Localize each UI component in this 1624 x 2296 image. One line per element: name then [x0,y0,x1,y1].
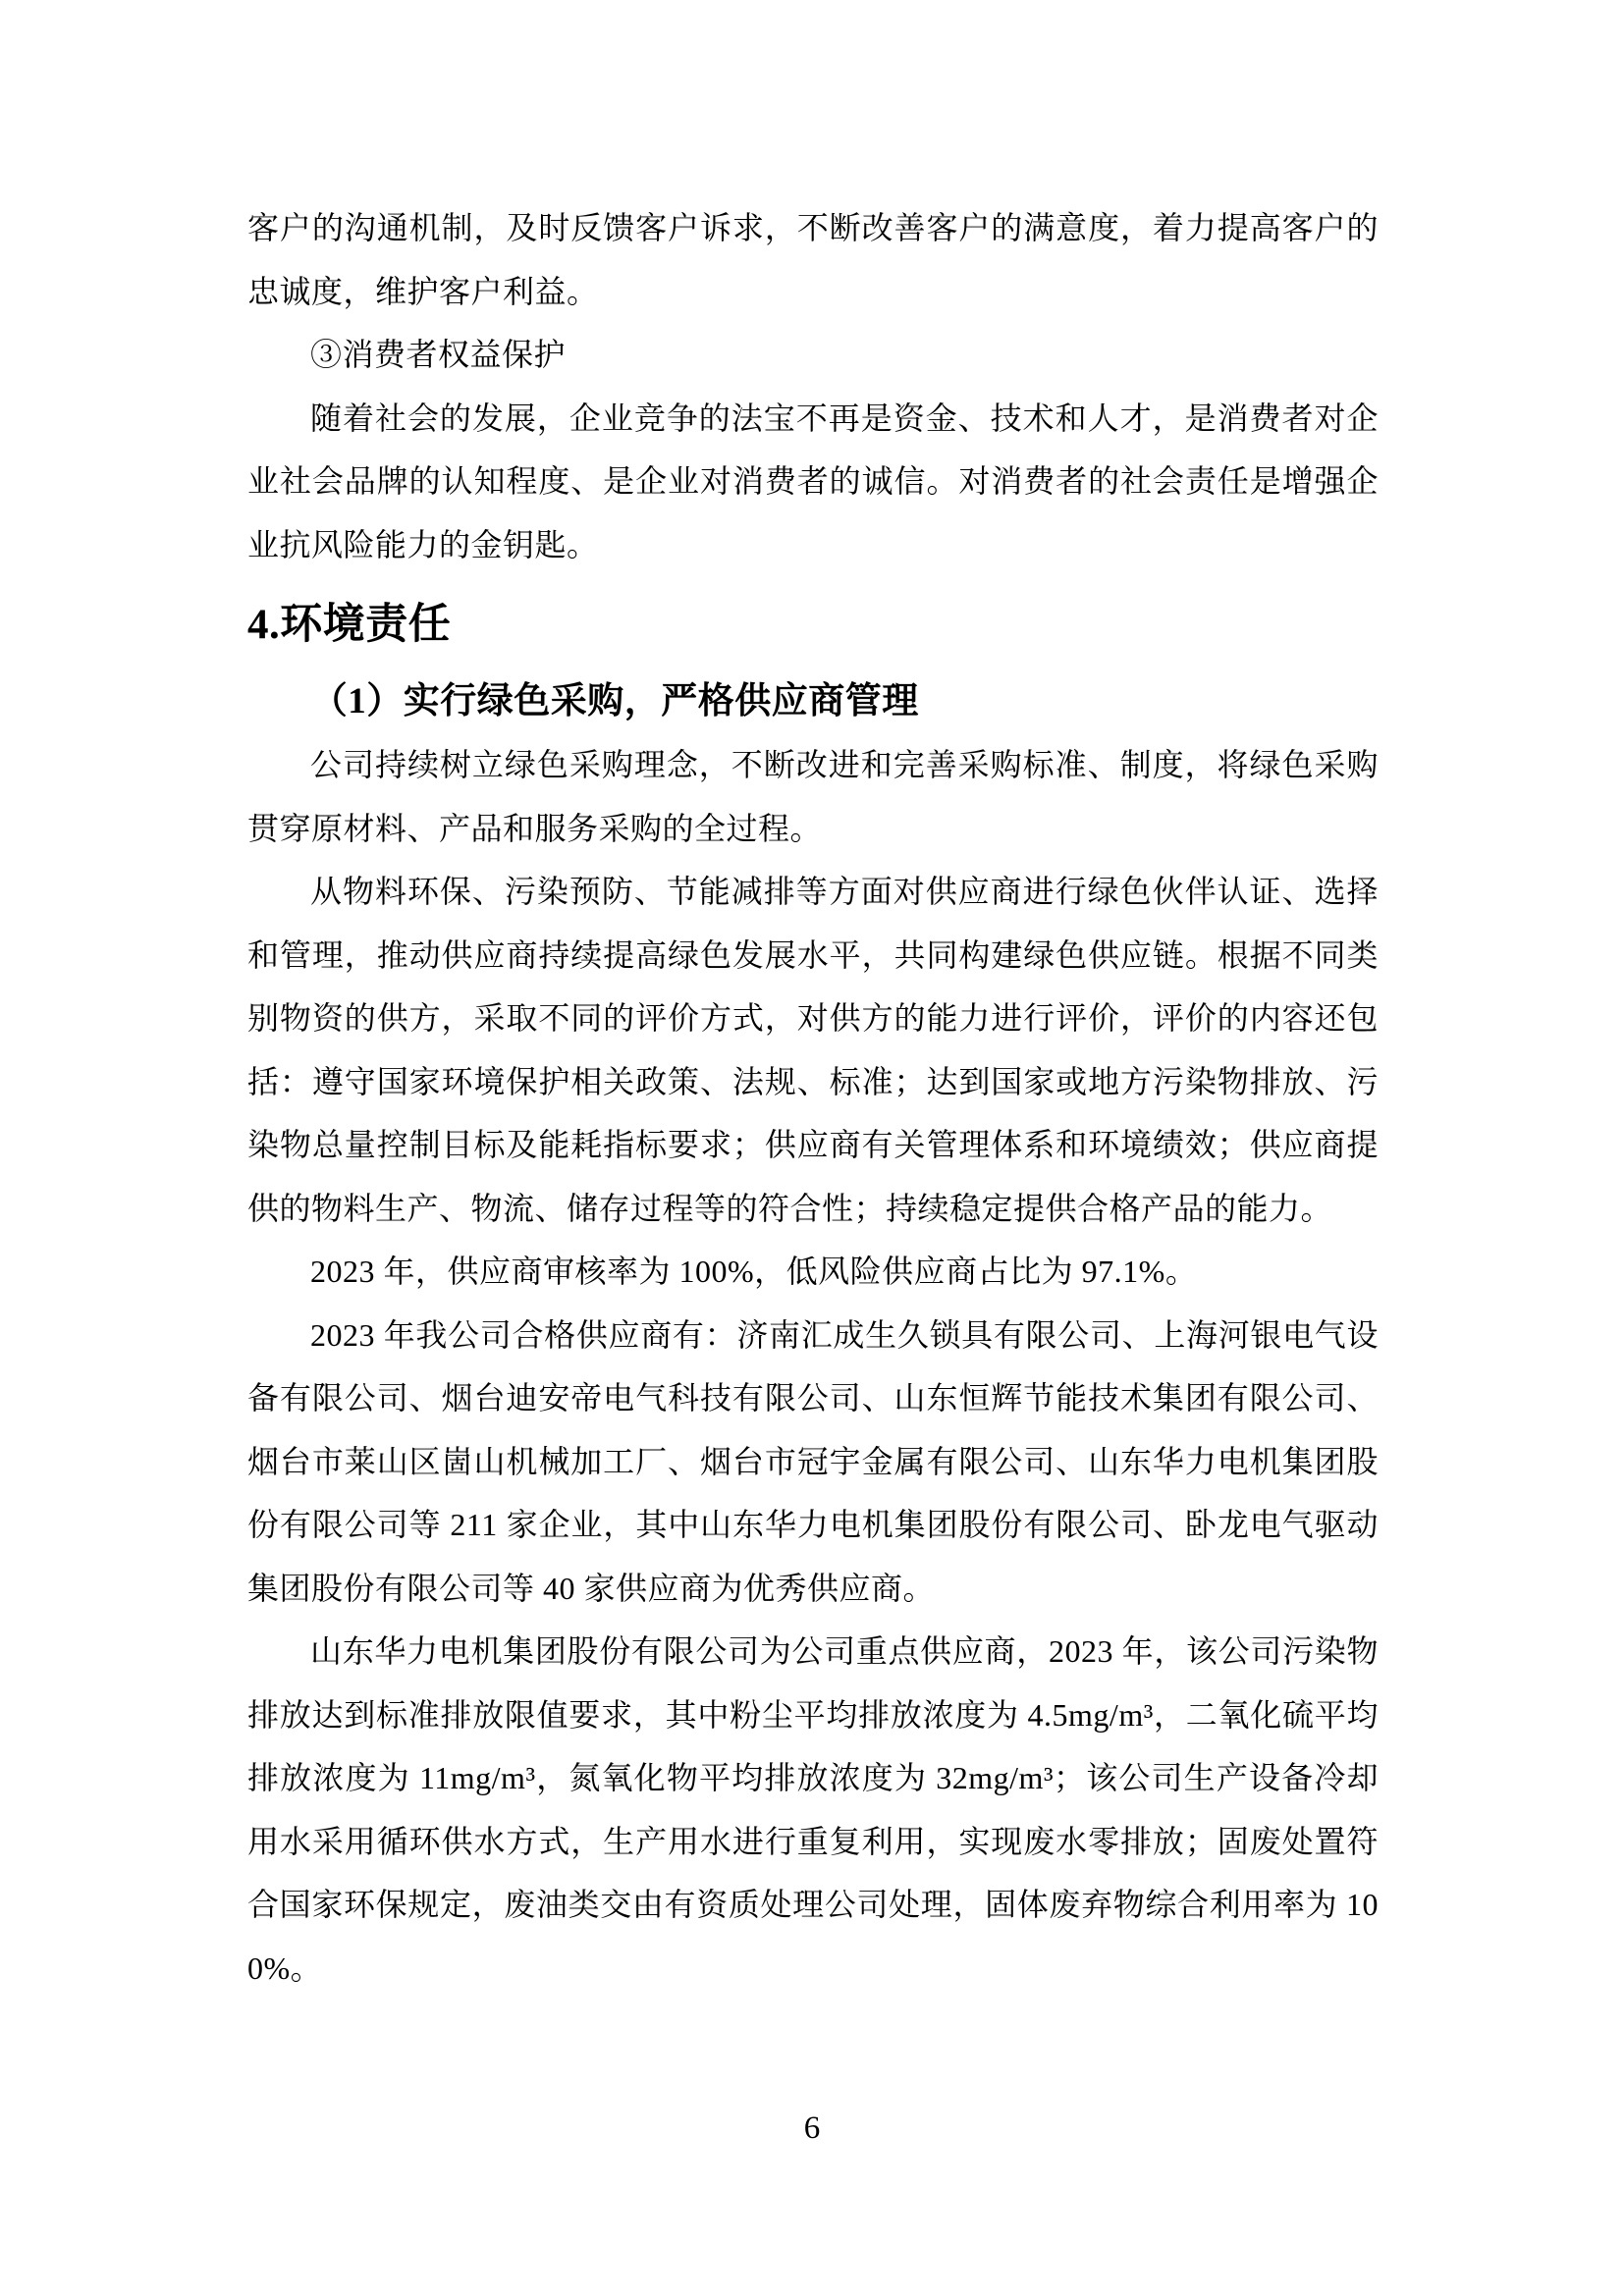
paragraph-green-procurement-concept: 公司持续树立绿色采购理念，不断改进和完善采购标准、制度，将绿色采购贯穿原材料、产品和服务采购的全过程。 [247,747,1379,846]
page-number: 6 [803,2110,821,2146]
paragraph-audit-rate: 2023 年，供应商审核率为 100%，低风险供应商占比为 97.1%。 [310,1254,1198,1289]
page-footer [0,2109,1624,2148]
document-body [247,196,1379,2000]
paragraph-supplier-evaluation: 从物料环保、污染预防、节能减排等方面对供应商进行绿色伙伴认证、选择和管理，推动供应商持续提高绿色发展水平，共同构建绿色供应链。根据不同类别物资的供方，采取不同的评价方式，对供方的能力进行评价，评价的内容还包括：遵守国家环境保护相关政策、法规、标准；达到国家或地方污染物排放、污染物总量控制目标及能耗指标要求；供应商有关管理体系和环境绩效；供应商提供的物料生产、物流、储存过程等的符合性；持续稳定提供合格产品的能力。 [247,874,1379,1226]
paragraph-qualified-suppliers: 2023 年我公司合格供应商有：济南汇成生久锁具有限公司、上海河银电气设备有限公司、烟台迪安帝电气科技有限公司、山东恒辉节能技术集团有限公司、烟台市莱山区崮山机械加工厂、烟台市冠宇金属有限公司、山东华力电机集团股份有限公司等 211 家企业，其中山东华力电机集团股份有限公司、卧龙电气驱动集团股份有限公司等 40 家供应商为优秀供应商。 [247,1316,1379,1606]
paragraph-key-supplier-emissions: 山东华力电机集团股份有限公司为公司重点供应商，2023 年，该公司污染物排放达到标准排放限值要求，其中粉尘平均排放浓度为 4.5mg/m³，二氧化硫平均排放浓度为 11mg/m³，氮氧化物平均排放浓度为 32mg/m³；该公司生产设备冷却用水采用循环供水方式，生产用水进行重复利用，实现废水零排放；固废处置符合国家环保规定，废油类交由有资质处理公司处理，固体废弃物综合利用率为 100%。 [247,1633,1379,1986]
paragraph-social-development: 随着社会的发展，企业竞争的法宝不再是资金、技术和人才，是消费者对企业社会品牌的认知程度、是企业对消费者的诚信。对消费者的社会责任是增强企业抗风险能力的金钥匙。 [247,400,1379,562]
sub-heading-green-procurement: （1）实行绿色采购，严格供应商管理 [310,680,919,721]
paragraph-continuation-customer-communication: 客户的沟通机制，及时反馈客户诉求，不断改善客户的满意度，着力提高客户的忠诚度，维护客户利益。 [247,210,1379,309]
list-item-consumer-rights: ③消费者权益保护 [310,337,567,372]
section-heading-environmental-responsibility: 4.环境责任 [247,602,452,648]
